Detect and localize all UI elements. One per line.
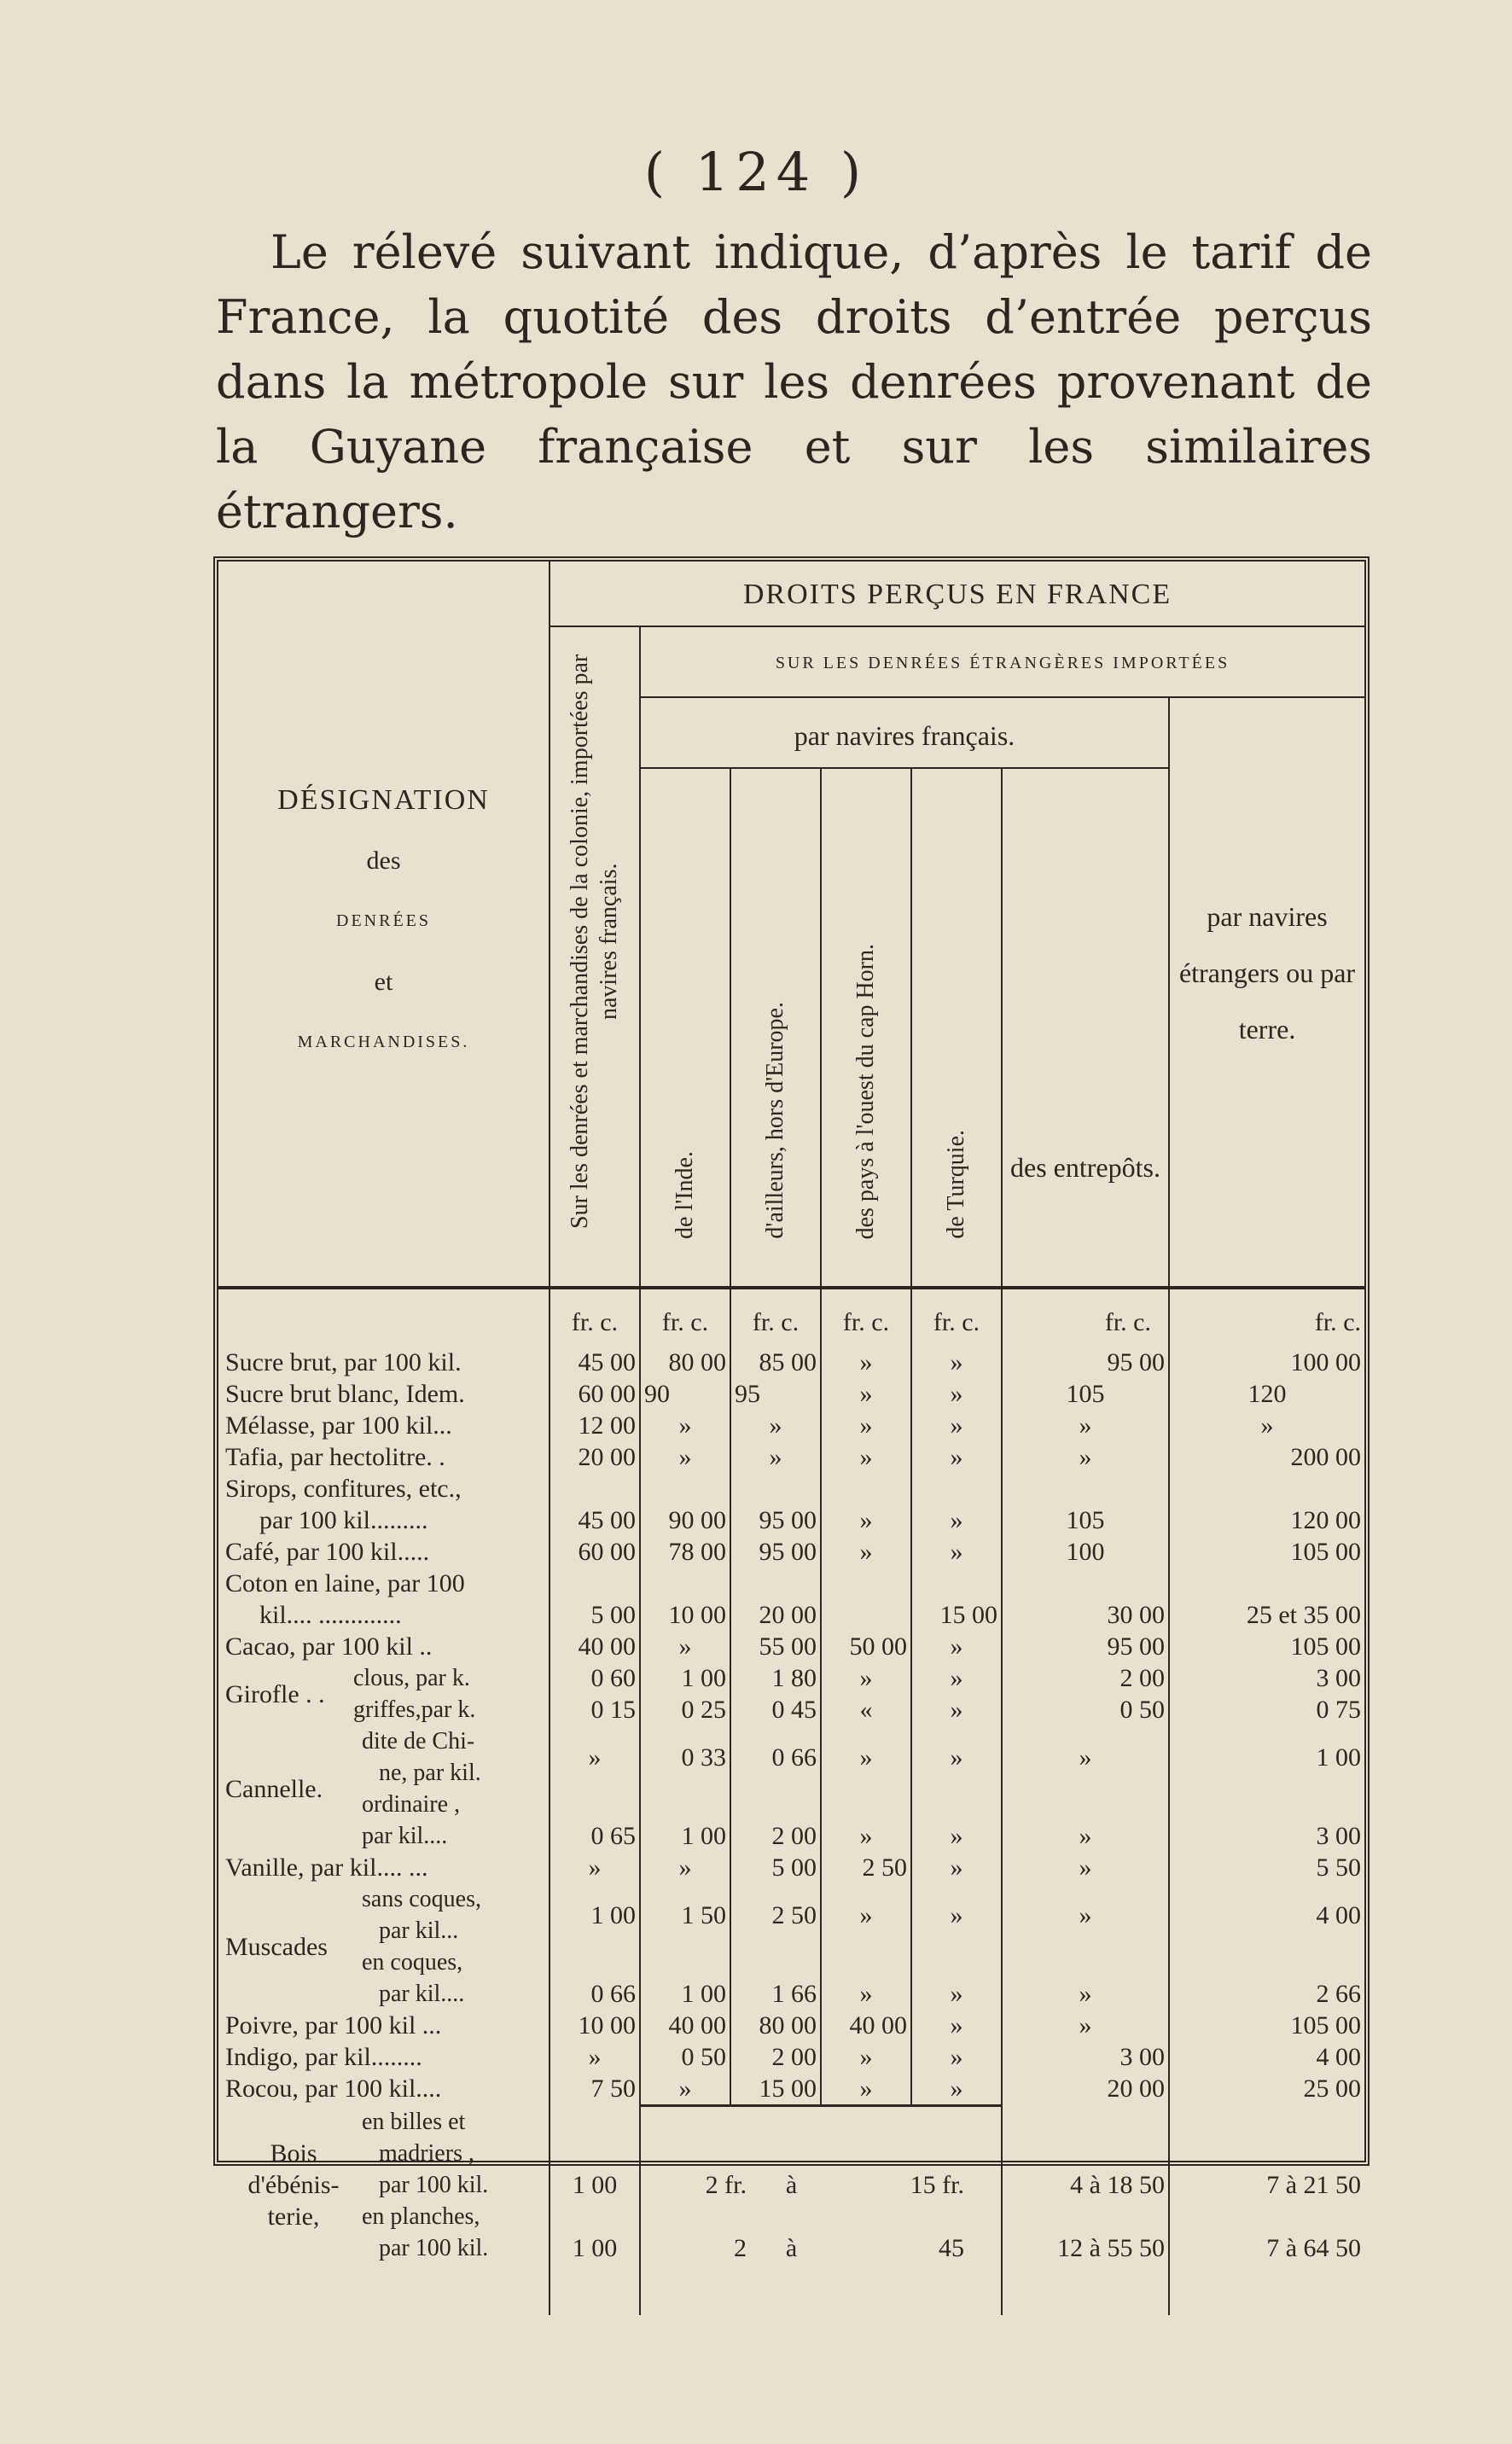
table-cell: » [821, 1725, 911, 1789]
table-cell: 40 00 [640, 2010, 730, 2041]
table-cell: » [911, 1852, 1002, 1883]
entrepots-header: des entrepôts. [1002, 768, 1169, 1247]
table-cell: 40 00 [578, 1632, 636, 1661]
table-cell: » [1002, 1725, 1169, 1789]
table-cell: » [911, 2073, 1002, 2106]
table-cell: » [1002, 2010, 1169, 2041]
table-cell: » [1002, 1946, 1169, 2010]
table-row [218, 1410, 1364, 1441]
table-cell: » [640, 1852, 730, 1883]
table-cell: 2 fr. [705, 2170, 747, 2199]
table-row [218, 1852, 1364, 1883]
table-cell: » [821, 1378, 911, 1410]
table-cell: 20 00 [578, 1443, 636, 1471]
table-cell: 0 15 [590, 1696, 636, 1724]
table-cell: » [911, 1883, 1002, 1946]
table-cell: » [640, 1441, 730, 1473]
table-cell: 105 00 [1169, 1631, 1364, 1662]
intro-text: Le rélevé suivant indique, d’après le tarif de France, la quotité des droits d’entrée perçus dans la métropole sur les denrées provenant de la Guyane française et sur les similaires étrangers. [216, 225, 1372, 538]
table-cell: 7 à 21 50 [1169, 2106, 1364, 2201]
table-cell: Vanille, par kil.... ... [218, 1852, 550, 1883]
designation-title: DÉSIGNATION [277, 784, 490, 816]
table-cell: 200 00 [1169, 1441, 1364, 1473]
table-cell: 10 00 [578, 2011, 636, 2040]
table-cell: par 100 kil. [379, 2171, 489, 2198]
table-bottom-spacer [218, 2264, 1364, 2315]
table-cell: fr. [661, 1308, 684, 1336]
table-cell: » [1002, 1441, 1169, 1473]
table-cell: 50 00 [821, 1631, 911, 1662]
unit-row [218, 1288, 1364, 1347]
table-cell: 12 à 55 50 [1002, 2201, 1169, 2264]
designation-marchandises: MARCHANDISES. [297, 1033, 470, 1051]
turquie-header: de Turquie. [943, 1130, 969, 1239]
french-ships-header: par navires français. [640, 697, 1169, 768]
table-cell: 1 00 [640, 1662, 730, 1694]
table-cell: 2 00 [1002, 1662, 1169, 1694]
table-cell: 90 00 [640, 1473, 730, 1536]
table-cell: par 100 kil. [379, 2234, 489, 2261]
table-cell: Bois [270, 2138, 317, 2168]
table-cell: c. [781, 1308, 800, 1336]
designation-denrees: DENRÉES [336, 911, 431, 930]
designation-des: des [366, 847, 401, 875]
colony-header: Sur les denrées et marchandises de la colonie, importées par navires français. [567, 654, 622, 1229]
table-cell: Mélasse, par 100 kil... [218, 1410, 550, 1441]
table-cell: fr. [571, 1308, 594, 1336]
table-cell: 0 45 [730, 1694, 821, 1725]
table-cell: » [1002, 1410, 1169, 1441]
table-row [218, 1662, 1364, 1694]
main-header: DROITS PERÇUS EN FRANCE [550, 562, 1364, 626]
table-cell: Tafia, par hectolitre. . [218, 1441, 550, 1473]
table-cell: 78 00 [640, 1536, 730, 1568]
table-cell: 1 66 [730, 1946, 821, 2010]
header-rule [218, 1247, 1364, 1288]
table-cell: 105 [1002, 1473, 1169, 1536]
table-cell: 80 00 [730, 2010, 821, 2041]
table-cell: 20 00 [1002, 2073, 1169, 2106]
table-cell: » [1002, 1883, 1169, 1946]
table-cell: 5 50 [1169, 1852, 1364, 1883]
table-cell: » [911, 1347, 1002, 1378]
table-cell: 0 75 [1169, 1694, 1364, 1725]
table-cell: » [911, 1694, 1002, 1725]
table-cell: » [911, 1662, 1002, 1694]
table-cell: 40 00 [821, 2010, 911, 2041]
table-cell: c. [871, 1308, 890, 1336]
table-cell: Sucre brut, par 100 kil. [218, 1347, 550, 1378]
table-cell: 30 00 [1002, 1568, 1169, 1631]
table-cell: 0 66 [730, 1725, 821, 1789]
table-cell: kil.... ............. [259, 1601, 402, 1629]
table-cell: 1 00 [572, 2233, 618, 2262]
table-cell: » [1002, 1789, 1169, 1852]
table-cell: » [821, 2041, 911, 2073]
table-cell: madriers , [379, 2139, 474, 2167]
table-cell: 120 [1169, 1378, 1364, 1410]
page-number: ( 124 ) [643, 141, 869, 203]
table-cell: » [588, 2043, 602, 2071]
table-cell: » [821, 1946, 911, 2010]
table-cell: Girofle . . [225, 1679, 325, 1708]
table-cell: 100 [1002, 1536, 1169, 1568]
table-row [218, 2106, 1364, 2201]
horn-header-cell [821, 768, 911, 1247]
table-cell: » [640, 1631, 730, 1662]
table-cell: c. [1343, 1308, 1362, 1336]
table-cell: » [911, 1946, 1002, 2010]
table-cell: Poivre, par 100 kil ... [218, 2010, 550, 2041]
table-cell: » [821, 1441, 911, 1473]
table-cell: fr. [933, 1308, 956, 1336]
table-cell: 100 00 [1169, 1347, 1364, 1378]
table-cell: » [821, 1536, 911, 1568]
table-cell: 0 50 [640, 2041, 730, 2073]
table-cell: fr. [1104, 1308, 1127, 1336]
table-cell: 90 [640, 1378, 730, 1410]
table-cell: » [821, 2073, 911, 2106]
table-cell: 5 00 [590, 1601, 636, 1629]
table-cell: » [911, 1725, 1002, 1789]
table-cell: 2 00 [730, 2041, 821, 2073]
table-cell: 10 00 [640, 1568, 730, 1631]
duties-table [218, 562, 1364, 2315]
table-row [218, 2073, 1364, 2106]
table-cell: « [821, 1694, 911, 1725]
table-cell: 1 80 [730, 1662, 821, 1694]
table-cell: ne, par kil. [379, 1760, 481, 1786]
table-cell: Indigo, par kil........ [218, 2041, 550, 2073]
table-cell: Coton en laine, par 100 [225, 1569, 465, 1597]
table-cell: en billes et [362, 2108, 466, 2135]
table-cell: sans coques, [362, 1886, 481, 1912]
table-row [218, 1441, 1364, 1473]
table-cell: 20 00 [730, 1568, 821, 1631]
table-cell: 2 66 [1169, 1946, 1364, 2010]
table-cell: 55 00 [730, 1631, 821, 1662]
table-cell: 95 00 [730, 1536, 821, 1568]
table-cell: c. [690, 1308, 709, 1336]
table-cell: 120 00 [1169, 1473, 1364, 1536]
table-cell: 95 [730, 1378, 821, 1410]
table-cell: Sirops, confitures, etc., [225, 1475, 462, 1503]
table-cell: » [911, 2041, 1002, 2073]
table-cell: 1 00 [1169, 1725, 1364, 1789]
horn-header: des pays à l'ouest du cap Horn. [852, 943, 879, 1239]
table-cell: 3 00 [1002, 2041, 1169, 2073]
table-cell: griffes,par k. [353, 1696, 476, 1723]
table-cell: » [911, 1631, 1002, 1662]
table-cell: 1 50 [640, 1883, 730, 1946]
foreign-goods-header: SUR LES DENRÉES ÉTRANGÈRES IMPORTÉES [640, 626, 1364, 697]
table-cell: par kil... [379, 1917, 459, 1944]
table-cell: » [911, 1473, 1002, 1536]
table-cell: » [640, 1410, 730, 1441]
table-cell: à [785, 2170, 798, 2199]
table-cell: 2 50 [730, 1883, 821, 1946]
table-cell: par kil.... [362, 1823, 448, 1849]
table-cell: 95 00 [1002, 1347, 1169, 1378]
table-cell: 15 fr. [910, 2170, 964, 2199]
table-cell: » [821, 1473, 911, 1536]
table-cell: 3 00 [1169, 1789, 1364, 1852]
table-cell: c. [962, 1308, 980, 1336]
table-cell: terie, [267, 2202, 320, 2231]
table-cell: 1 00 [590, 1900, 636, 1929]
table-cell: 45 [939, 2233, 964, 2262]
table-cell: d'ébénis- [247, 2170, 340, 2199]
table-cell: en planches, [362, 2203, 480, 2230]
table-cell: fr. [752, 1308, 775, 1336]
table-cell: » [821, 1410, 911, 1441]
europe-header: d'ailleurs, hors d'Europe. [762, 1002, 788, 1239]
table-cell: c. [600, 1308, 619, 1336]
table-cell: 105 00 [1169, 2010, 1364, 2041]
table-row [218, 2010, 1364, 2041]
table-cell: 45 00 [578, 1506, 636, 1534]
table-row [218, 1631, 1364, 1662]
table-cell: 15 00 [730, 2073, 821, 2106]
table-cell: 45 00 [578, 1348, 636, 1376]
table-cell: 4 00 [1169, 1883, 1364, 1946]
table-cell [821, 1568, 911, 1631]
table-cell: 0 33 [640, 1725, 730, 1789]
table-cell: Muscades [225, 1932, 328, 1961]
table-cell: 12 00 [578, 1411, 636, 1440]
table-row [218, 2041, 1364, 2073]
table-row [218, 1473, 1364, 1536]
table-cell: Cannelle. [225, 1774, 323, 1803]
table-cell: » [588, 1743, 602, 1772]
table-cell: dite de Chi- [362, 1728, 475, 1754]
table-row [218, 1725, 1364, 1789]
duties-table-frame [213, 556, 1370, 2262]
table-cell: » [911, 1410, 1002, 1441]
table-cell: » [821, 1347, 911, 1378]
table-cell: » [821, 1662, 911, 1694]
foreign-ships-header: par navires étrangers ou par terre. [1169, 697, 1364, 1247]
table-cell: 0 60 [590, 1664, 636, 1692]
table-cell: 7 50 [590, 2074, 636, 2103]
table-cell: 1 00 [572, 2170, 618, 2199]
table-cell: 0 65 [590, 1822, 636, 1850]
table-cell: par kil.... [379, 1981, 465, 2007]
table-cell: 4 à 18 50 [1002, 2106, 1169, 2201]
table-cell: » [588, 1853, 602, 1882]
table-cell: c. [1133, 1308, 1151, 1336]
intro-paragraph [216, 220, 1372, 544]
table-cell: 0 25 [640, 1694, 730, 1725]
table-cell: 2 50 [821, 1852, 911, 1883]
table-cell: 0 50 [1002, 1694, 1169, 1725]
table-cell: clous, par k. [353, 1665, 470, 1691]
table-cell: en coques, [362, 1949, 463, 1976]
inde-header-cell [640, 768, 730, 1247]
designation-header [218, 562, 550, 1247]
table-cell: 80 00 [640, 1347, 730, 1378]
table-cell: 4 00 [1169, 2041, 1364, 2073]
table-cell: 15 00 [911, 1568, 1002, 1631]
turquie-header-cell [911, 768, 1002, 1247]
table-cell: 95 00 [730, 1473, 821, 1536]
table-cell: Cacao, par 100 kil .. [218, 1631, 550, 1662]
table-cell: 2 [734, 2233, 747, 2262]
table-cell: » [1169, 1410, 1364, 1441]
table-cell: 3 00 [1169, 1662, 1364, 1694]
table-cell: Rocou, par 100 kil.... [218, 2073, 550, 2106]
table-row [218, 1536, 1364, 1568]
table-cell: 0 66 [590, 1980, 636, 2008]
table-cell: ordinaire , [362, 1791, 461, 1818]
table-cell: 7 à 64 50 [1169, 2201, 1364, 2264]
table-cell: 85 00 [730, 1347, 821, 1378]
designation-et: et [374, 968, 393, 996]
inde-header: de l'Inde. [672, 1150, 698, 1239]
table-cell: » [911, 1789, 1002, 1852]
table-cell: fr. [1314, 1308, 1337, 1336]
table-row [218, 1568, 1364, 1631]
table-cell: » [730, 1410, 821, 1441]
table-cell: » [911, 1441, 1002, 1473]
table-cell: à [785, 2233, 798, 2262]
table-row [218, 1378, 1364, 1410]
table-cell: » [821, 1789, 911, 1852]
table-cell: » [911, 1536, 1002, 1568]
table-cell: 25 et 35 00 [1169, 1568, 1364, 1631]
table-cell: » [640, 2073, 730, 2106]
table-cell: 25 00 [1169, 2073, 1364, 2106]
table-cell: 105 00 [1169, 1536, 1364, 1568]
table-cell: Café, par 100 kil..... [218, 1536, 550, 1568]
table-cell: » [911, 2010, 1002, 2041]
table-row [218, 1883, 1364, 1946]
table-cell: 1 00 [640, 1789, 730, 1852]
table-cell: 60 00 [578, 1538, 636, 1566]
table-cell: 95 00 [1002, 1631, 1169, 1662]
table-cell: » [911, 1378, 1002, 1410]
table-cell: » [821, 1883, 911, 1946]
table-cell: par 100 kil......... [259, 1506, 428, 1534]
table-cell: 60 00 [578, 1380, 636, 1408]
table-cell: 2 00 [730, 1789, 821, 1852]
colony-header-cell [550, 626, 640, 1247]
table-cell: 105 [1002, 1378, 1169, 1410]
table-cell: fr. [842, 1308, 865, 1336]
europe-header-cell [730, 768, 821, 1247]
table-cell: 1 00 [640, 1946, 730, 2010]
table-cell: Sucre brut blanc, Idem. [218, 1378, 550, 1410]
table-cell: 5 00 [730, 1852, 821, 1883]
table-row [218, 1347, 1364, 1378]
table-cell: » [730, 1441, 821, 1473]
table-cell: » [1002, 1852, 1169, 1883]
